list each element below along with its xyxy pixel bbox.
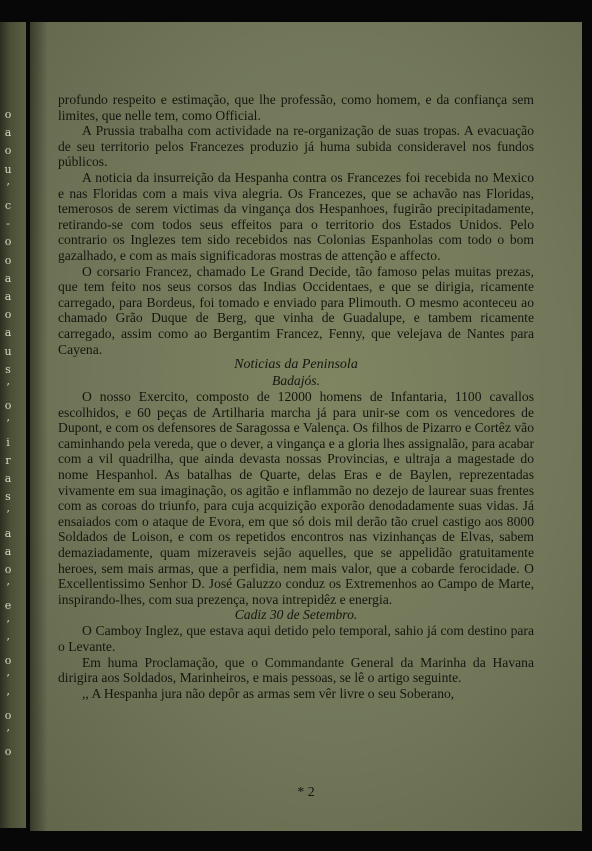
margin-letter: i — [6, 435, 10, 449]
margin-letter: ’ — [6, 672, 10, 686]
paragraph-hespanha-jura: ,, A Hespanha jura não depôr as armas sem vêr livre o seu Soberano, — [82, 685, 455, 701]
margin-letter: ’ — [6, 381, 10, 395]
dateline-badajos: Badajós. — [272, 373, 320, 389]
margin-letter: o — [4, 745, 12, 759]
margin-letter: o — [4, 253, 12, 267]
section-title: Noticias da Peninsola — [234, 357, 358, 373]
margin-letter: - — [6, 217, 10, 231]
paragraph-camboy: O Camboy Inglez, que estava aqui detido pelo temporal, sahio já com destino para o Levante. — [58, 623, 534, 654]
margin-letter: u — [4, 162, 12, 176]
signature-mark: * 2 — [297, 785, 315, 800]
paragraph-proclamacao: Em huma Proclamação, que o Commandante General da Marinha da Havana dirigira aos Soldados, Marinheiros, e mais pessoas, se lê o artigo seguinte. — [58, 654, 534, 686]
paragraph-prussia-intro: profundo respeito e estimação, que lhe professão, como homem, e da confiança sem limites, que nelle tem, como Official. — [58, 92, 534, 123]
margin-letter: a — [4, 544, 12, 558]
margin-letter: r — [5, 453, 11, 467]
margin-letter: a — [4, 326, 12, 340]
dateline-cadiz: Cadiz 30 de Setembro. — [234, 607, 358, 623]
margin-letter: o — [4, 308, 12, 322]
margin-letter: ’ — [6, 417, 10, 431]
margin-letter: ’ — [6, 617, 10, 631]
margin-letter: e — [4, 599, 12, 613]
margin-letter: ’ — [6, 690, 10, 704]
margin-letter: o — [4, 235, 12, 249]
margin-letter: a — [4, 526, 12, 540]
previous-page-margin-letters — [1, 106, 15, 761]
margin-letter: c — [4, 199, 12, 213]
margin-letter: ’ — [6, 635, 10, 649]
margin-letter: o — [4, 108, 12, 121]
margin-letter: a — [4, 126, 12, 140]
margin-letter: o — [4, 399, 12, 413]
margin-letter: ’ — [6, 508, 10, 522]
margin-letter: a — [4, 271, 12, 285]
paragraph-prussia: A Prussia trabalha com actividade na re-organização de suas tropas. A evacuação de seu territorio pelos Francezes produzio já huma subida consideravel nos fundos públicos. — [58, 123, 534, 170]
margin-letter: o — [4, 654, 12, 668]
margin-letter: s — [5, 362, 11, 376]
document-page — [30, 22, 582, 831]
margin-letter: o — [4, 144, 12, 158]
margin-letter: o — [4, 563, 12, 577]
paragraph-exercito: O nosso Exercito, composto de 12000 homens de Infantaria, 1100 cavallos escolhidos, e 60 peças de Artilharia marcha já para unir-se com os vencedores de Dupont, e com os defensores de Saragossa e Valença. Os filhos de Pizarro e Cortêz vão caminhando pela vereda, que o dever, a vingança e a gloria lhes assignalão, para acabar com a vil quadrilha, que ainda devasta nossas Provincias, e ultraja a magestade do nome Hespanhol. As batalhas de Quarte, delas Eras e de Baylen, reprezentadas vivamente em sua imaginação, os agitão e inflammão no dezejo de laurear suas frentes com as coroas do triunfo, para cuja acquizição exporão denodadamente suas vidas. Já ensaiados com o ataque de Evora, em que só dois mil derão tão cruel castigo aos 8000 Soldados de Loison, e com os repetidos encontros nas vizinhanças de Elvas, sabem demaziadamente, quam mizeraveis sejão aquelles, que se appelidão gratuitamente heroes, sem mais armas, que a perfidia, nem mais valor, que a cobarde ferocidade. O Excellentissimo Senhor D. José Galuzzo conduz os Extremenhos ao Campo de Marte, inspirando-lhes, com sua prezença, nova intrepidêz e energia. — [58, 389, 534, 607]
margin-letter: o — [4, 708, 12, 722]
margin-letter: ’ — [6, 726, 10, 740]
margin-letter: a — [4, 472, 12, 486]
margin-letter: s — [5, 490, 11, 504]
paragraph-corsario: O corsario Francez, chamado Le Grand Decide, tão famoso pelas muitas prezas, que tem feito nos seus corsos das Indias Occidentaes, e que se dirigia, ricamente carregado, para Bordeus, foi tomado e enviado para Plimouth. O mesmo aconteceu ao chamado Grão Duque de Berg, que vinha de Guadalupe, e tambem ricamente carregado, assim como ao Bergantim Francez, Fenny, que velejava de Nantes para Cayena. — [58, 263, 534, 357]
page-text-body — [58, 92, 534, 701]
paragraph-insurreicao: A noticia da insurreição da Hespanha contra os Francezes foi recebida no Mexico e nas Floridas com a mais viva alegria. Os Francezes, que se achavão nas Floridas, temerosos de serem victimas da vingança dos Hespanhoes, fugirão precipitadamente, retirando-se com todos seus effeitos para o territorio dos Estados Unidos. Pelo contrario os Inglezes tem sido recebidos nas Colonias Espanholas com todo o bom gazalhado, e com as mais significadoras mostras de attenção e affecto. — [58, 169, 534, 263]
margin-letter: a — [4, 290, 12, 304]
margin-letter: ’ — [6, 581, 10, 595]
margin-letter: u — [4, 344, 12, 358]
previous-page-edge — [0, 22, 26, 828]
margin-letter: ’ — [6, 180, 10, 194]
